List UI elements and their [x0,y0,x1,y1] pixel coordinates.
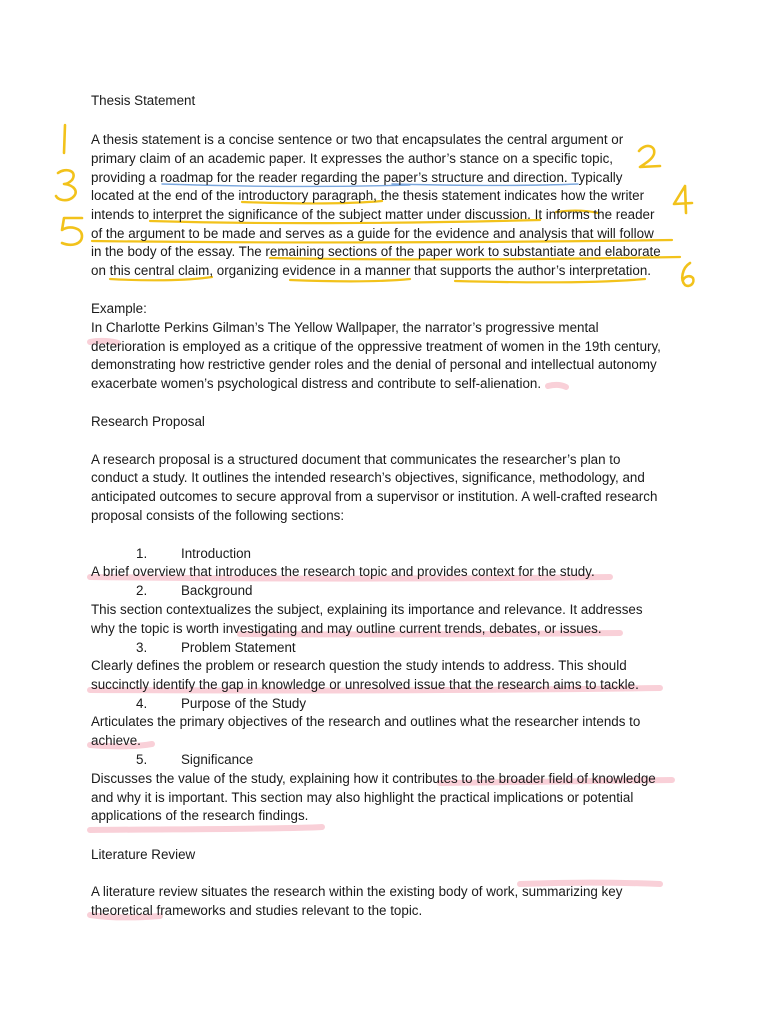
section-heading-proposal: Research Proposal [91,414,205,429]
section-heading-literature: Literature Review [91,847,196,862]
margin-number-3 [56,170,76,200]
margin-number-2 [639,146,660,167]
paragraph-line: achieve. [91,733,141,748]
list-item-title: Significance [181,752,254,767]
paragraph-line: Clearly defines the problem or research question the study intends to address. This should [91,658,627,673]
paragraph-line: deterioration is employed as a critique of the oppressive treatment of women in the 19th century, [91,339,661,354]
paragraph-line: theoretical frameworks and studies relevant to the topic. [91,903,423,918]
list-number: 1. [136,546,148,561]
pink-highlight-stroke [548,385,566,387]
paragraph-line: located at the end of the introductory paragraph, the thesis statement indicates how the writer [91,188,645,203]
paragraph-line: and why it is important. This section may also highlight the practical implications or potential [91,790,634,805]
paragraph-line: why the topic is worth investigating and may outline current trends, debates, or issues. [91,621,602,636]
list-item-title: Problem Statement [181,640,296,655]
paragraph-line: In Charlotte Perkins Gilman’s The Yellow Wallpaper, the narrator’s progressive mental [91,320,599,335]
paragraph-line: intends to interpret the significance of the subject matter under discussion. It informs the reader [91,207,655,222]
paragraph-line: anticipated outcomes to secure approval from a supervisor or institution. A well-crafted research [91,489,658,504]
margin-number-1 [64,125,65,153]
paragraph-line: conduct a study. It outlines the intended research’s objectives, significance, methodology, and [91,470,645,485]
paragraph-line: providing a roadmap for the reader regarding the paper’s structure and direction. Typically [91,170,623,185]
list-number: 3. [136,640,148,655]
paragraph-line: succinctly identify the gap in knowledge or unresolved issue that the research aims to tackle. [91,677,639,692]
paragraph-line: demonstrating how restrictive gender roles and the denial of personal and intellectual autonomy [91,357,657,372]
margin-number-5 [62,218,82,245]
list-number: 4. [136,696,148,711]
list-item-title: Purpose of the Study [181,696,307,711]
paragraph-line: of the argument to be made and serves as a guide for the evidence and analysis that will follow [91,226,654,241]
margin-number-4 [674,186,692,213]
section-heading-thesis: Thesis Statement [91,93,196,108]
margin-number-6 [682,263,693,286]
paragraph-line: exacerbate women’s psychological distress and contribute to self-alienation. [91,376,542,391]
paragraph-line: This section contextualizes the subject, explaining its importance and relevance. It addresses [91,602,643,617]
paragraph-line: proposal consists of the following sections: [91,508,345,523]
paragraph-line: Articulates the primary objectives of the research and outlines what the researcher intends to [91,714,641,729]
paragraph-line: primary claim of an academic paper. It expresses the author’s stance on a specific topic, [91,151,613,166]
list-item-title: Introduction [181,546,251,561]
paragraph-line: on this central claim, organizing evidence in a manner that supports the author’s interpretation. [91,263,652,278]
paragraph-line: A literature review situates the research within the existing body of work, summarizing key [91,884,623,899]
example-label: Example: [91,301,147,316]
paragraph-line: A research proposal is a structured document that communicates the researcher’s plan to [91,452,621,467]
list-number: 2. [136,583,148,598]
list-number: 5. [136,752,148,767]
paragraph-line: in the body of the essay. The remaining sections of the paper work to substantiate and elaborate [91,244,661,259]
paragraph-line: Discusses the value of the study, explaining how it contributes to the broader field of knowledge [91,771,656,786]
list-item-title: Background [181,583,253,598]
pink-highlight-stroke [90,827,322,830]
paragraph-line: A brief overview that introduces the research topic and provides context for the study. [91,564,595,579]
paragraph-line: applications of the research findings. [91,808,309,823]
paragraph-line: A thesis statement is a concise sentence or two that encapsulates the central argument or [91,132,624,147]
